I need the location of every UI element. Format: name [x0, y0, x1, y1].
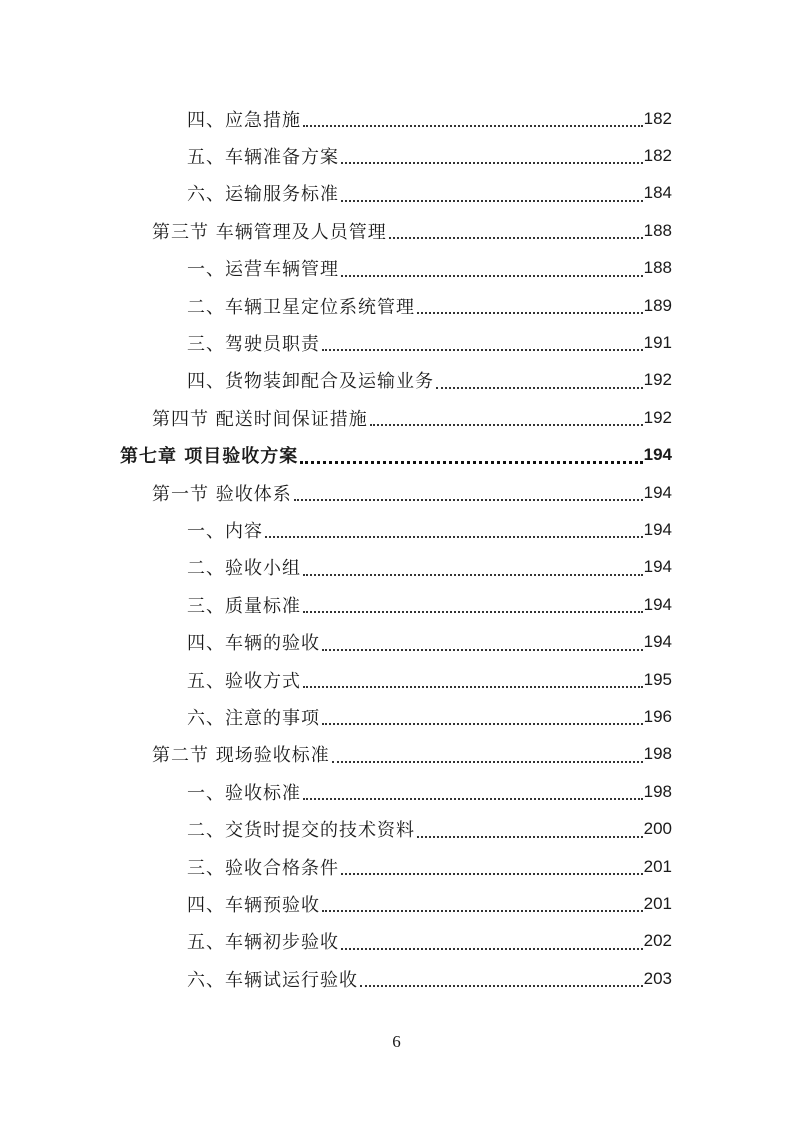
- toc-entry-page: 203: [643, 968, 672, 988]
- toc-entry-page: 182: [643, 108, 672, 128]
- toc-entry-page: 202: [643, 931, 672, 951]
- dot-leader: [265, 536, 643, 538]
- toc-entry-title: 三、验收合格条件: [187, 857, 339, 879]
- dot-leader: [436, 387, 643, 389]
- toc-entry[interactable]: [187, 960, 672, 997]
- toc-entry[interactable]: [152, 474, 672, 511]
- toc-entry-page: 198: [643, 781, 672, 801]
- dot-leader: [322, 349, 643, 351]
- dot-leader: [341, 162, 643, 164]
- dot-leader: [303, 125, 643, 127]
- toc-entry-title: 四、车辆的验收: [187, 633, 320, 655]
- toc-entry[interactable]: [187, 362, 672, 399]
- toc-entry[interactable]: [187, 811, 672, 848]
- toc-entry[interactable]: [187, 287, 672, 324]
- toc-entry-page: 198: [643, 744, 672, 764]
- toc-entry-title: 第七章 项目验收方案: [120, 446, 299, 468]
- toc-entry-title: 二、车辆卫星定位系统管理: [187, 296, 415, 318]
- toc-entry[interactable]: [152, 399, 672, 436]
- toc-entry[interactable]: [187, 848, 672, 885]
- dot-leader: [341, 948, 643, 950]
- toc-entry-chapter[interactable]: [120, 437, 672, 474]
- toc-entry[interactable]: [187, 100, 672, 137]
- toc-entry[interactable]: [152, 736, 672, 773]
- toc-entry-page: 182: [643, 145, 672, 165]
- toc-entry[interactable]: [187, 324, 672, 361]
- toc-entry-page: 194: [643, 594, 672, 614]
- dot-leader: [389, 237, 643, 239]
- toc-entry[interactable]: [187, 175, 672, 212]
- toc-entry[interactable]: [187, 885, 672, 922]
- toc-entry[interactable]: [187, 923, 672, 960]
- toc-entry-title: 三、质量标准: [187, 595, 301, 617]
- toc-entry[interactable]: [187, 698, 672, 735]
- toc-entry-page: 194: [643, 557, 672, 577]
- toc-entry-page: 201: [643, 856, 672, 876]
- toc-entry-page: 194: [643, 519, 672, 539]
- toc-entry-title: 第二节 现场验收标准: [152, 745, 330, 767]
- dot-leader: [303, 798, 643, 800]
- toc-entry[interactable]: [187, 511, 672, 548]
- toc-entry-page: 192: [643, 407, 672, 427]
- toc-entry-title: 四、应急措施: [187, 109, 301, 131]
- toc-entry-page: 189: [643, 295, 672, 315]
- dot-leader: [322, 649, 643, 651]
- dot-leader: [417, 836, 643, 838]
- toc-entry-page: 194: [643, 482, 672, 502]
- toc-entry[interactable]: [187, 586, 672, 623]
- dot-leader: [322, 910, 643, 912]
- dot-leader: [370, 424, 643, 426]
- toc-entry-page: 195: [643, 669, 672, 689]
- toc-entry[interactable]: [152, 212, 672, 249]
- toc-entry-title: 三、驾驶员职责: [187, 333, 320, 355]
- dot-leader: [341, 873, 643, 875]
- toc-entry-title: 六、注意的事项: [187, 707, 320, 729]
- toc-entry-page: 188: [643, 220, 672, 240]
- toc-entry-page: 194: [643, 632, 672, 652]
- dot-leader: [341, 275, 643, 277]
- dot-leader: [332, 761, 643, 763]
- dot-leader: [303, 686, 643, 688]
- toc-entry-title: 第三节 车辆管理及人员管理: [152, 221, 387, 243]
- dot-leader: [294, 499, 643, 501]
- toc-entry-title: 五、车辆初步验收: [187, 932, 339, 954]
- toc-entry-title: 第一节 验收体系: [152, 483, 292, 505]
- toc-entry[interactable]: [187, 624, 672, 661]
- dot-leader: [360, 985, 643, 987]
- toc-entry-page: 196: [643, 706, 672, 726]
- toc-entry-title: 二、验收小组: [187, 558, 301, 580]
- dot-leader: [417, 312, 643, 314]
- toc-entry-page: 184: [643, 183, 672, 203]
- toc-entry[interactable]: [187, 250, 672, 287]
- dot-leader: [303, 574, 643, 576]
- toc-entry-title: 五、车辆准备方案: [187, 146, 339, 168]
- toc-entry-page: 188: [643, 258, 672, 278]
- dot-leader: [322, 723, 643, 725]
- toc-entry[interactable]: [187, 773, 672, 810]
- toc-entry-page: 192: [643, 370, 672, 390]
- toc-entry-page: 194: [643, 445, 672, 465]
- toc-entry[interactable]: [187, 661, 672, 698]
- toc-entry-page: 191: [643, 332, 672, 352]
- toc-entry-title: 四、货物装卸配合及运输业务: [187, 371, 434, 393]
- page-number: 6: [392, 1032, 401, 1051]
- toc-entry-title: 一、内容: [187, 520, 263, 542]
- toc-entry[interactable]: [187, 137, 672, 174]
- toc-entry-title: 一、运营车辆管理: [187, 259, 339, 281]
- toc-entry-page: 201: [643, 893, 672, 913]
- toc-entry-title: 第四节 配送时间保证措施: [152, 408, 368, 430]
- dot-leader: [341, 200, 643, 202]
- toc-entry-title: 六、车辆试运行验收: [187, 969, 358, 991]
- toc-entry-page: 200: [643, 819, 672, 839]
- toc-entry-title: 六、运输服务标准: [187, 184, 339, 206]
- toc-entry-title: 二、交货时提交的技术资料: [187, 820, 415, 842]
- dot-leader: [300, 461, 642, 464]
- toc-entry[interactable]: [187, 549, 672, 586]
- dot-leader: [303, 611, 643, 613]
- toc-entry-title: 一、验收标准: [187, 782, 301, 804]
- toc-entry-title: 五、验收方式: [187, 670, 301, 692]
- toc-entry-title: 四、车辆预验收: [187, 894, 320, 916]
